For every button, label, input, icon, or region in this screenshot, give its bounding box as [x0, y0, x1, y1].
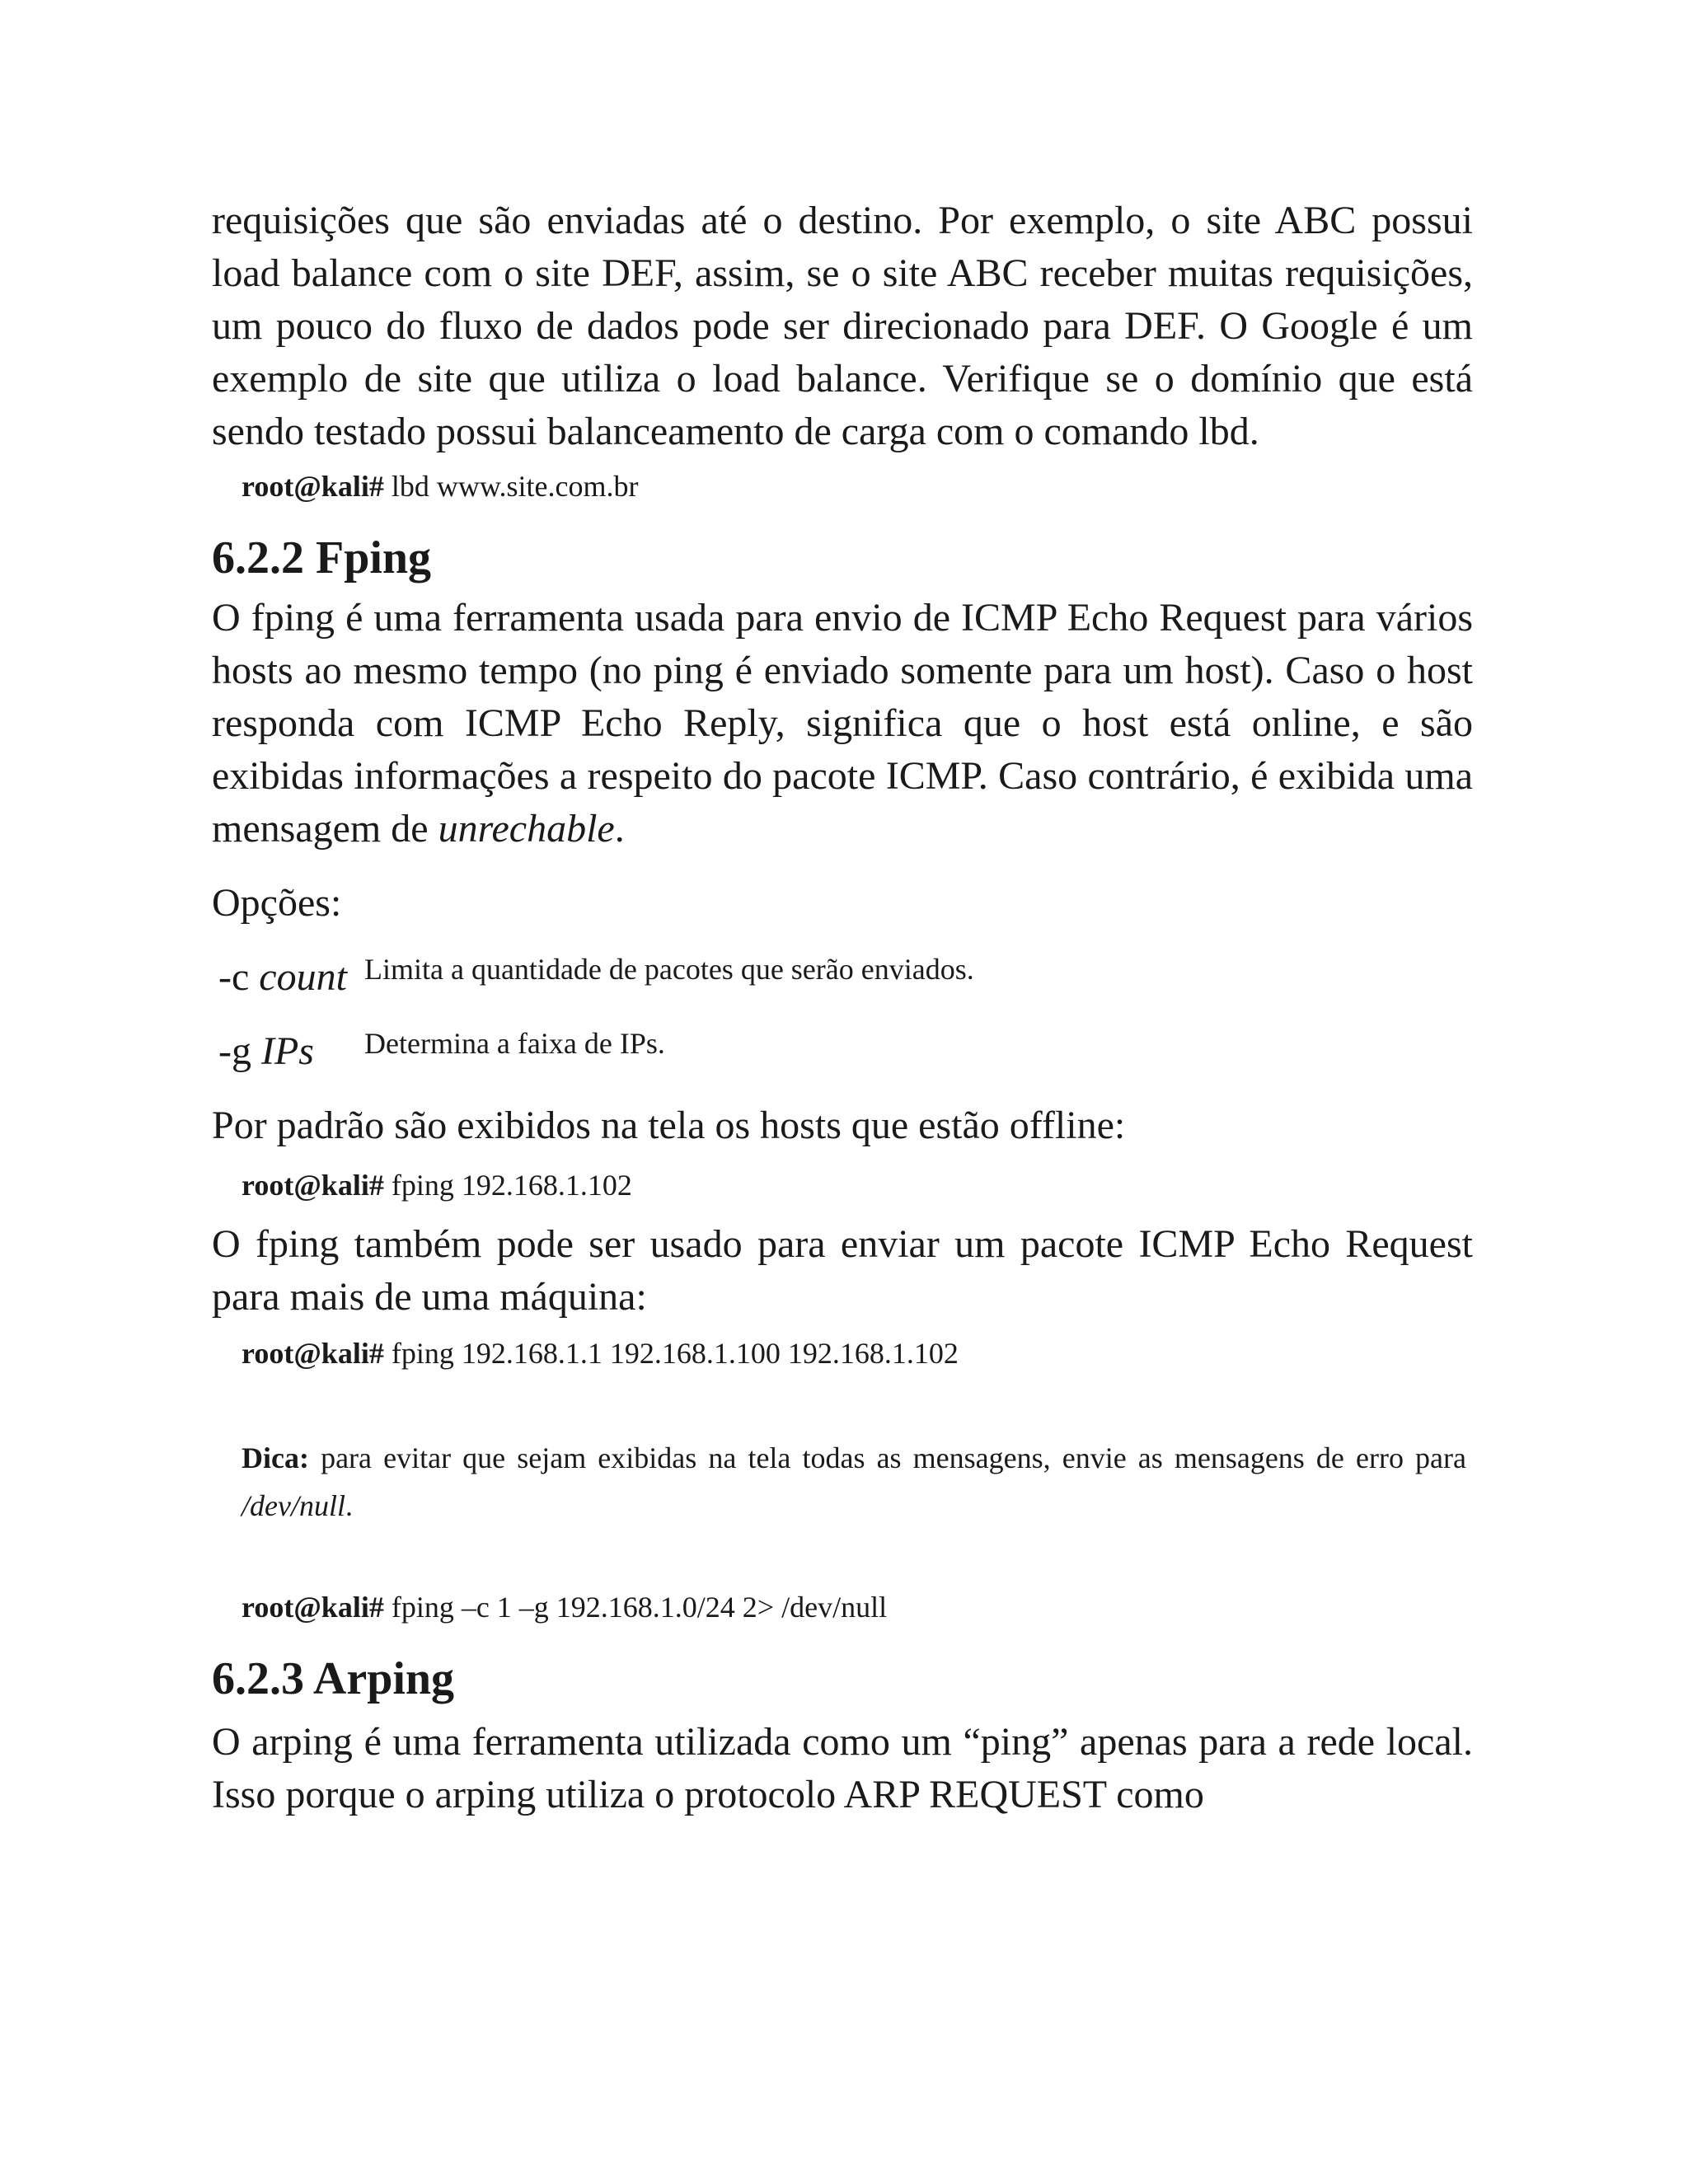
arping-description: O arping é uma ferramenta utilizada como um “ping” apenas para a rede local. Isso porque o arping utiliza o protocolo ARP REQUEST como [212, 1720, 1473, 1816]
option-flag-name: -g [218, 1029, 261, 1073]
command-lbd [212, 468, 1473, 504]
command-prompt: root@kali# [241, 1591, 384, 1624]
tip-end: . [345, 1489, 353, 1522]
command-text: fping –c 1 –g 192.168.1.0/24 2> /dev/null [383, 1591, 888, 1624]
fping-description-end: . [614, 807, 625, 851]
command-text: fping 192.168.1.102 [383, 1169, 632, 1202]
option-description: Determina a faixa de IPs. [364, 1027, 665, 1060]
tip-label: Dica: [241, 1441, 309, 1474]
command-fping-range [212, 1589, 1473, 1625]
document-page [212, 194, 1473, 1821]
option-description: Limita a quantidade de pacotes que serão enviados. [364, 953, 974, 986]
command-text: fping 192.168.1.1 192.168.1.100 192.168.1.102 [383, 1337, 959, 1370]
default-text: Por padrão são exibidos na tela os hosts que estão offline: [212, 1104, 1126, 1147]
tip-path: /dev/null [241, 1489, 345, 1522]
section-heading-fping: 6.2.2 Fping [212, 532, 432, 583]
option-row [212, 1025, 1473, 1099]
section-heading-arping: 6.2.3 Arping [212, 1653, 455, 1704]
multi-text: O fping também pode ser usado para enviar um pacote ICMP Echo Request para mais de uma máquina: [212, 1222, 1473, 1319]
option-flag [212, 1025, 364, 1078]
command-prompt: root@kali# [241, 470, 384, 503]
command-prompt: root@kali# [241, 1337, 384, 1370]
options-label: Opções: [212, 881, 342, 925]
fping-description-main: O fping é uma ferramenta usada para envio de ICMP Echo Request para vários hosts ao mesmo tempo (no ping é enviado somente para um host). Caso o host responda com ICMP Echo Reply, significa que o host está online, e são exibidas informações a respeito do pacote ICMP. Caso contrário, é exibida uma mensagem de [212, 596, 1473, 851]
intro-paragraph: requisições que são enviadas até o destino. Por exemplo, o site ABC possui load balance com o site DEF, assim, se o site ABC receber muitas requisições, um pouco do fluxo de dados pode ser direcionado para DEF. O Google é um exemplo de site que utiliza o load balance. Verifique se o domínio que está sendo testado possui balanceamento de carga com o comando lbd. [212, 199, 1473, 453]
option-flag-arg: IPs [260, 1029, 314, 1073]
option-flag-name: -c [218, 955, 260, 999]
command-prompt: root@kali# [241, 1169, 384, 1202]
tip-box [212, 1434, 1466, 1530]
options-list [212, 951, 1473, 1099]
option-row [212, 951, 1473, 1025]
tip-text: para evitar que sejam exibidas na tela todas as mensagens, envie as mensagens de erro para [308, 1441, 1466, 1474]
command-fping-single [212, 1167, 1473, 1203]
fping-description [212, 592, 1473, 855]
command-text: lbd www.site.com.br [383, 470, 639, 503]
command-fping-multi [212, 1335, 1473, 1371]
fping-description-italic: unrechable [438, 807, 615, 851]
option-flag-arg: count [259, 955, 347, 999]
option-flag [212, 951, 364, 1004]
